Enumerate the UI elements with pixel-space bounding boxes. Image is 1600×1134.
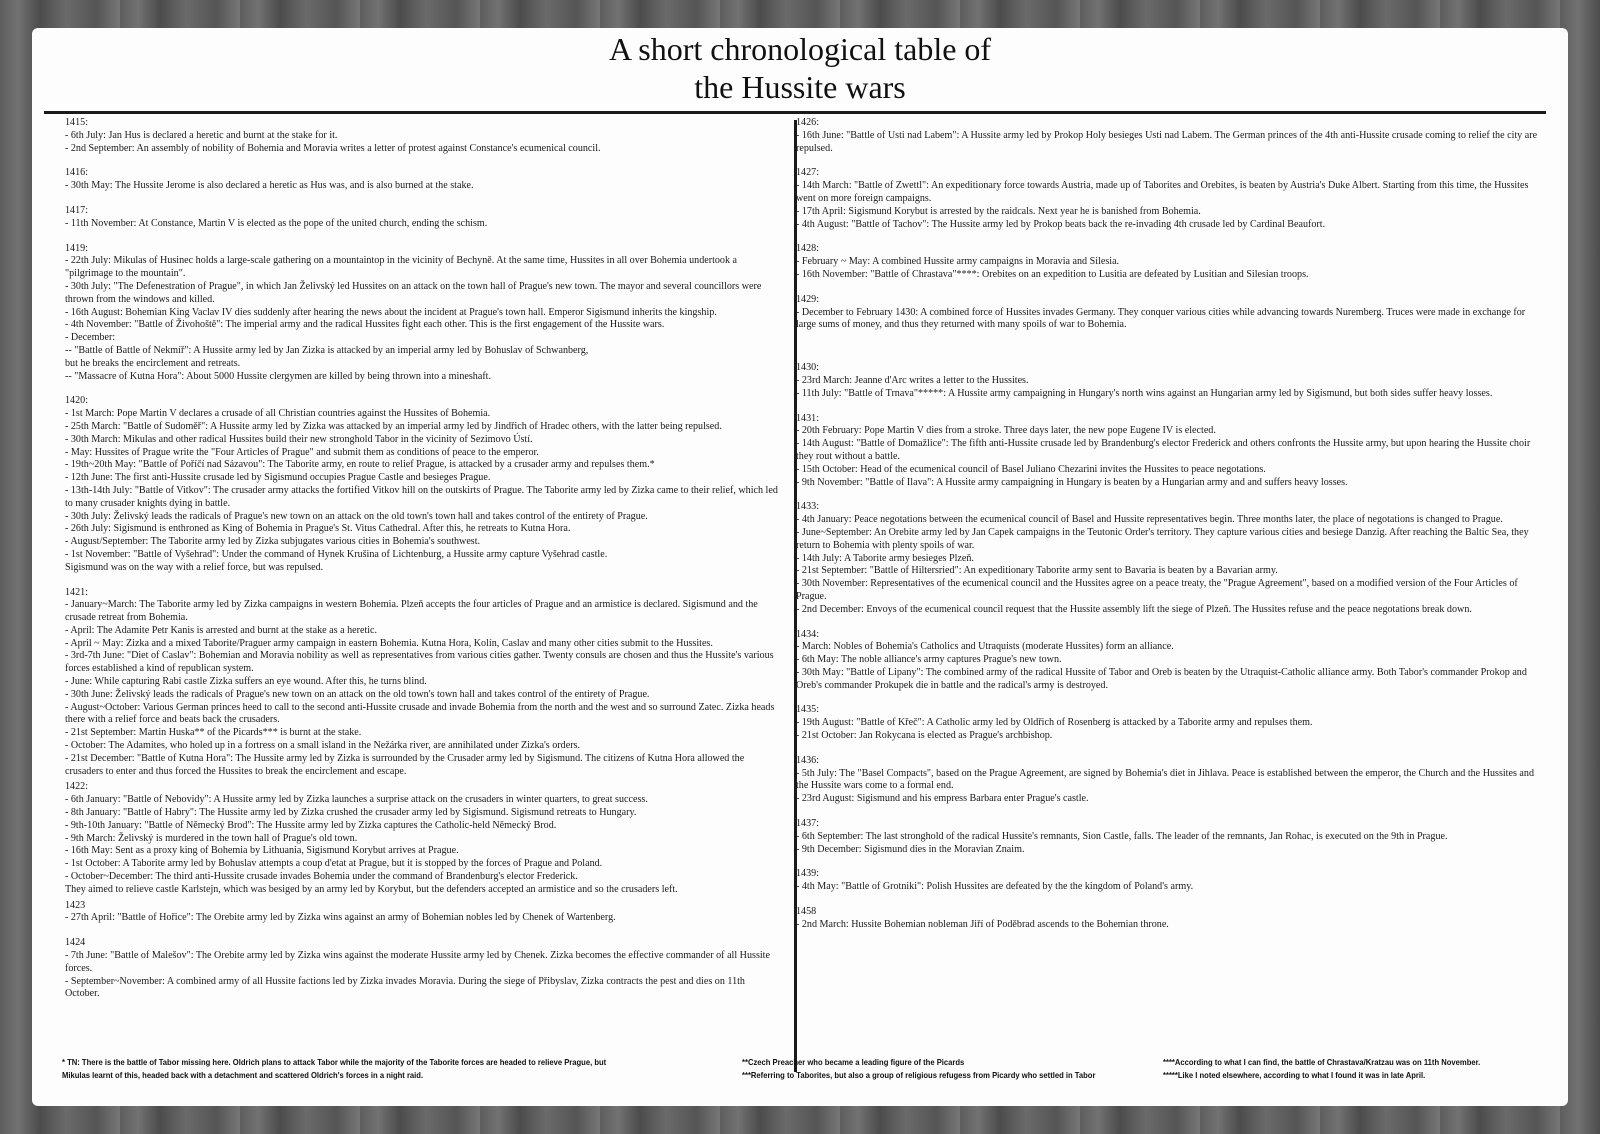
footnote-line: ****According to what I can find, the battle of Chrastava/Kratzau was on 11th November. (1163, 1057, 1481, 1067)
event-entry: - 9th-10th January: "Battle of Německý Brod": The Hussite army led by Zizka captures the Catholic-held Německý Brod. (65, 819, 557, 831)
event-entry: - 4th May: "Battle of Grotniki": Polish Hussites are defeated by the the kingdom of Poland's army. (796, 881, 1194, 893)
event-entry: - 16th June: "Battle of Usti nad Labem": A Hussite army led by Prokop Holy besieges Usti nad Labem. The German princes of the 4th anti-Hussite crusade coming to relief the city are repulsed. (796, 129, 1538, 154)
event-entry: - 5th July: The "Basel Compacts", based on the Prague Agreement, are signed by Bohemia's diet in Jihlava. Peace is established between the emperor, the Church and the Hussites and the Hussite wars come to a formal end. (796, 767, 1534, 792)
event-entry: -- "Massacre of Kutna Hora": About 5000 Hussite clergymen are killed by being thrown into a mineshaft. (65, 370, 492, 382)
year-section (65, 117, 781, 155)
event-entry: - 4th August: "Battle of Tachov": The Hussite army led by Prokop beats back the re-invading 4th crusade led by Cardinal Beaufort. (796, 218, 1326, 230)
year-section (65, 395, 781, 574)
section-spacer (796, 332, 1538, 362)
event-entry: They aimed to relieve castle Karlstejn, which was besiged by an army led by Korybut, but the defenders accepted an armistice and so the crusaders left. (65, 883, 678, 895)
year-section (65, 587, 781, 779)
year-heading: 1416: (65, 167, 88, 179)
event-entry: - June: While capturing Rabi castle Zizka suffers an eye wound. After this, he turns blind. (65, 676, 427, 688)
event-entry: - 1st March: Pope Martin V declares a crusade of all Christian countries against the Hussites of Bohemia. (65, 408, 491, 420)
section-spacer (796, 155, 1538, 167)
year-heading: 1434: (796, 628, 819, 640)
section-spacer (65, 575, 781, 587)
year-section (796, 167, 1538, 231)
event-entry: - 22th July: Mikulas of Husinec holds a large-scale gathering on a mountaintop in the vicinity of Bechyně. At the same time, Hussites in all over Bohemia undertook a "pilgrimage to the mountain". (65, 255, 738, 280)
event-entry: - 14th March: "Battle of Zwettl": An expeditionary force towards Austria, made up of Taborites and Orebites, is beaten by Austria's Duke Albert. Starting from this time, the Hussites went on more foreign campaigns. (796, 180, 1529, 204)
section-spacer (796, 282, 1538, 294)
year-heading: 1417: (65, 204, 88, 216)
event-entry: but he breaks the encirclement and retreats. (65, 357, 241, 369)
section-spacer (796, 806, 1538, 818)
section-spacer (796, 231, 1538, 243)
event-entry: - December to February 1430: A combined force of Hussites invades Germany. They conquer various cities while advancing towards Nuremberg. Truces were made in exchange for large sums of money, and thus they returned with many spoils of war to Bohemia. (796, 306, 1526, 331)
footnote-dates (1163, 1056, 1480, 1081)
event-entry: - 17th April: Sigismund Korybut is arrested by the raidcals. Next year he is banished from Bohemia. (796, 205, 1201, 217)
year-section (796, 294, 1538, 332)
year-heading: 1424 (65, 937, 86, 949)
year-section (65, 167, 781, 193)
event-entry: - October~December: The third anti-Hussite crusade invades Bohemia under the command of Brandenburg's elector Frederick. (65, 871, 578, 883)
event-entry: - 4th November: "Battle of Živohoště": The imperial army and the radical Hussites fight each other. This is the first engagement of the Hussite wars. (65, 319, 665, 331)
section-spacer (65, 383, 781, 395)
event-entry: - 16th November: "Battle of Chrastava"****: Orebites on an expedition to Lusitia are defeated by Lusitian and Silesian troops. (796, 268, 1309, 280)
event-entry: - 30th June: Želivský leads the radicals of Prague's new town on an attack on the old town's town hall and takes control of the entirety of Prague. (65, 688, 650, 700)
section-spacer (796, 856, 1538, 868)
event-entry: - 26th July: Sigismund is enthroned as King of Bohemia in Prague's St. Vitus Cathedral. After this, he retreats to Kutna Hora. (65, 523, 571, 535)
year-heading: 1426: (796, 117, 819, 128)
event-entry: - 11th November: At Constance, Martin V is elected as the pope of the united church, ending the schism. (65, 217, 488, 229)
event-entry: - April: The Adamite Petr Kanis is arrested and burnt at the stake as a heretic. (65, 624, 378, 636)
year-heading: 1423 (65, 899, 86, 911)
event-entry: - 16th August: Bohemian King Vaclav IV dies suddenly after hearing the news about the incident at Prague's town hall. Emperor Sigismund inherits the kingship. (65, 306, 717, 318)
event-entry: - 14th July: A Taborite army besieges Plzeň. (796, 552, 974, 564)
event-entry: - 6th July: Jan Hus is declared a heretic and burnt at the stake for it. (65, 129, 338, 141)
event-entry: - 2nd September: An assembly of nobility of Bohemia and Moravia writes a letter of protest against Constance's ecumenical council. (65, 142, 601, 154)
section-spacer (796, 489, 1538, 501)
event-entry: - 6th September: The last stronghold of the radical Hussite's remnants, Sion Castle, falls. The leader of the remnants, Jan Rohac, is executed on the 9th in Prague. (796, 830, 1448, 842)
year-section (796, 501, 1538, 616)
left-column (65, 117, 781, 1001)
year-section (65, 781, 781, 896)
event-entry: - 30th May: The Hussite Jerome is also declared a heretic as Hus was, and is also burned at the stake. (65, 180, 474, 192)
event-entry: Sigismund was on the way with a relief force, but was repulsed. (65, 561, 324, 573)
event-entry: - 14th August: "Battle of Domažlice": The fifth anti-Hussite crusade led by Brandenburg's elector Frederick and others confronts the Hussite army, but upon hearing the Hussite choir they rout without a battle. (796, 438, 1531, 462)
event-entry: - 23rd March: Jeanne d'Arc writes a letter to the Hussites. (796, 374, 1029, 386)
event-entry: - 21st September: "Battle of Hiltersried": An expeditionary Taborite army sent to Bavaria is beaten by a Bavarian army. (796, 565, 1278, 577)
year-heading: 1422: (65, 781, 88, 793)
footnote-line: **Czech Preacher who became a leading figure of the Picards (742, 1057, 965, 1067)
event-entry: - 19th~20th May: "Battle of Poříčí nad Sázavou": The Taborite army, en route to relief Prague, is attacked by a crusader army and repulses them.* (65, 459, 655, 471)
document-sheet (32, 28, 1568, 1106)
event-entry: - 2nd March: Hussite Bohemian nobleman Jiří of Poděbrad ascends to the Bohemian throne. (796, 918, 1169, 930)
event-entry: - 1st November: "Battle of Vyšehrad": Under the command of Hynek Krušina of Lichtenburg, a Hussite army capture Vyšehrad castle. (65, 548, 608, 560)
right-column (796, 117, 1538, 932)
year-heading: 1435: (796, 704, 819, 716)
year-heading: 1429: (796, 293, 819, 305)
event-entry: - 9th November: "Battle of Ilava": A Hussite army campaigning in Hungary is beaten by a Hungarian army and and suffers heavy losses. (796, 476, 1348, 488)
page-title (32, 30, 1568, 106)
event-entry: - 30th May: "Battle of Lipany": The combined army of the radical Hussite of Tabor and Oreb is beaten by the Utraquist-Catholic alliance army. Both Tabor's commander Prokop and Oreb's commander Prokupek die in battle and the radical's army is destroyed. (796, 666, 1527, 691)
event-entry: - 23rd August: Sigismund and his empress Barbara enter Prague's castle. (796, 793, 1089, 805)
footnote-line: ***Referring to Taborites, but also a group of religious refugess from Picardy who settled in Tabor (742, 1069, 1096, 1080)
event-entry: - April ~ May: Zizka and a mixed Taborite/Praguer army campaign in eastern Bohemia. Kutna Hora, Kolín, Caslav and many other cities submit to the Hussites. (65, 637, 713, 649)
year-heading: 1436: (796, 754, 819, 766)
section-spacer (796, 617, 1538, 629)
event-entry: - 30th November: Representatives of the ecumenical council and the Hussites agree on a peace treaty, the "Prague Agreement", based on a modified version of the Four Articles of Prague. (796, 578, 1518, 602)
year-section (796, 117, 1538, 155)
year-section (796, 704, 1538, 742)
event-entry: - 6th May: The noble alliance's army captures Prague's new town. (796, 654, 1062, 666)
event-entry: - 2nd December: Envoys of the ecumenical council request that the Hussite assembly lift the siege of Plzeň. The Hussites refuse and the peace negotations break down. (796, 603, 1472, 615)
event-entry: - September~November: A combined army of all Hussite factions led by Zizka invades Moravia. During the siege of Přibyslav, Zizka contracts the pest and dies on 11th October. (65, 975, 745, 1000)
year-section (796, 906, 1538, 932)
footnote-line: *****Like I noted elsewhere, according to what I found it was in late April. (1163, 1069, 1426, 1080)
event-entry: - 9th March: Želivský is murdered in the town hall of Prague's old town. (65, 832, 358, 844)
year-heading: 1431: (796, 412, 819, 424)
year-heading: 1415: (65, 117, 88, 128)
event-entry: - 20th February: Pope Martin V dies from a stroke. Three days later, the new pope Eugene IV is elected. (796, 425, 1216, 437)
event-entry: - June~September: An Orebite army led by Jan Capek campaigns in the Teutonic Order's territory. They capture various cities and besiege Danzig. After reaching the Baltic Sea, they return to Bohemia with plenty spoils of war. (796, 526, 1529, 551)
event-entry: - 30th March: Mikulas and other radical Hussites build their new stronghold Tabor in the vicinity of Sezimovo Ústí. (65, 433, 533, 445)
event-entry: - 21st September: Martin Huska** of the Picards*** is burnt at the stake. (65, 727, 362, 739)
year-section (796, 755, 1538, 806)
section-spacer (796, 894, 1538, 906)
footnote-line: Mikulas learnt of this, headed back with a detachment and scattered Oldrich's forces in a night raid. (62, 1069, 424, 1080)
event-entry: - February ~ May: A combined Hussite army campaigns in Moravia and Silesia. (796, 256, 1120, 268)
title-divider (44, 111, 1546, 114)
event-entry: - 16th May: Sent as a proxy king of Bohemia by Lithuania, Sigismund Korybut arrives at Prague. (65, 845, 459, 857)
year-heading: 1439: (796, 868, 819, 880)
year-section (796, 243, 1538, 281)
year-section (796, 413, 1538, 490)
event-entry: - 1st October: A Taborite army led by Bohuslav attempts a coup d'etat at Prague, but it is stopped by the forces of Prague and Poland. (65, 858, 603, 870)
year-heading: 1430: (796, 362, 819, 374)
year-section (65, 205, 781, 231)
year-heading: 1458 (796, 906, 817, 918)
event-entry: - 4th January: Peace negotations between the ecumenical council of Basel and Hussite representatives begin. Three months later, the place of negotations is changed to Prague. (796, 514, 1503, 526)
event-entry: - 13th-14th July: "Battle of Vitkov": The crusader army attacks the fortified Vitkov hill on the outskirts of Prague. The Taborite army led by Zizka came to their relief, which led to many crusader knights dying in battle. (65, 484, 778, 509)
event-entry: - 15th October: Head of the ecumenical council of Basel Juliano Chezarini invites the Hussites to peace negotations. (796, 463, 1266, 475)
section-spacer (65, 155, 781, 167)
event-entry: - 3rd-7th June: "Diet of Caslav": Bohemian and Moravia nobility as well as representatives from various cities gather. Twenty consuls are chosen and thus the Hussite's various forces established a kind of republican system. (65, 650, 774, 675)
title-line-1: A short chronological table of (608, 31, 992, 67)
event-entry: - 30th July: "The Defenestration of Prague", in which Jan Želivský led Hussites on an attack on the town hall of Prague's new town. The mayor and several councillors were thrown from the windows and killed. (65, 280, 762, 305)
event-entry: - 11th July: "Battle of Trnava"*****: A Hussite army campaigning in Hungary's north wins against an Hungarian army led by Sigismund, but both sides suffer heavy losses. (796, 387, 1493, 399)
event-entry: - January~March: The Taborite army led by Zizka campaigns in western Bohemia. Plzeň accepts the four articles of Prague and an armistice is declared. Sigismund and the crusade retreat from Bohemia. (65, 599, 758, 624)
section-spacer (796, 743, 1538, 755)
section-spacer (65, 925, 781, 937)
event-entry: - May: Hussites of Prague write the "Four Articles of Prague" and submit them as conditions of peace to the emperor. (65, 446, 539, 458)
year-heading: 1428: (796, 243, 819, 255)
year-section (796, 818, 1538, 856)
year-section (65, 937, 781, 1001)
event-entry: - August~October: Various German princes heed to call to the second anti-Hussite crusade and invade Bohemia from the north and the west and so surround Zatec. Zizka heads there with a relief force and beats back the crusaders. (65, 701, 775, 726)
event-entry: - 27th April: "Battle of Hořice": The Orebite army led by Zizka wins against an army of Bohemian nobles led by Chenek of Wartenberg. (65, 912, 616, 924)
event-entry: - 8th January: "Battle of Habry": The Hussite army led by Zizka crushed the crusader army led by Sigismund. Sigismund retreats to Hungary. (65, 807, 637, 819)
year-section (796, 868, 1538, 894)
section-spacer (796, 692, 1538, 704)
section-spacer (65, 231, 781, 243)
event-entry: - 7th June: "Battle of Malešov": The Orebite army led by Zizka wins against the moderate Hussite army led by Chenek. Zizka becomes the effective commander of all Hussite forces. (65, 950, 770, 974)
event-entry: - 12th June: The first anti-Hussite crusade led by Sigismund occupies Prague Castle and besieges Prague. (65, 472, 491, 484)
footnote-translator (62, 1056, 606, 1081)
year-heading: 1433: (796, 501, 819, 513)
event-entry: - 6th January: "Battle of Nebovidy": A Hussite army led by Zizka launches a surprise attack on the crusaders in winter quarters, to great success. (65, 794, 648, 806)
year-section (65, 900, 781, 926)
year-heading: 1420: (65, 395, 88, 407)
event-entry: - 21st October: Jan Rokycana is elected as Prague's archbishop. (796, 730, 1053, 742)
event-entry: - 25th March: "Battle of Sudoměř": A Hussite army led by Zizka was attacked by an imperial army led by Jindřich of Hradec others, with the latter being repulsed. (65, 420, 722, 432)
year-section (796, 362, 1538, 400)
event-entry: - August/September: The Taborite army led by Zizka subjugates various cities in Bohemia's southwest. (65, 536, 481, 548)
section-spacer (65, 193, 781, 205)
year-heading: 1437: (796, 818, 819, 830)
year-heading: 1421: (65, 586, 88, 598)
event-entry: - 19th August: "Battle of Křeč": A Catholic army led by Oldřich of Rosenberg is attacked by a Taborite army and repulses them. (796, 717, 1313, 729)
year-heading: 1419: (65, 242, 88, 254)
year-section (796, 629, 1538, 693)
event-entry: - 21st December: "Battle of Kutna Hora": The Hussite army led by Zizka is surrounded by the Crusader army led by Sigismund. The citizens of Kutna Hora allowed the crusaders to enter and thus forced the Hussites to break the encirclement and escape. (65, 752, 745, 777)
event-entry: - 30th July: Želivský leads the radicals of Prague's new town on an attack on the old town's town hall and takes control of the entirety of Prague. (65, 510, 648, 522)
section-spacer (796, 401, 1538, 413)
footnote-line: * TN: There is the battle of Tabor missing here. Oldrich plans to attack Tabor while the majority of the Taborite forces are headed to relieve Prague, but (62, 1057, 607, 1067)
year-heading: 1427: (796, 167, 819, 179)
year-section (65, 243, 781, 384)
event-entry: - October: The Adamites, who holed up in a fortress on a small island in the Nežárka river, are annihilated under Zizka's orders. (65, 740, 581, 752)
title-line-2: the Hussite wars (694, 69, 906, 105)
event-entry: -- "Battle of Battle of Nekmíř": A Hussite army led by Jan Zizka is attacked by an imperial army led by Bohuslav of Schwanberg, (65, 344, 589, 356)
event-entry: - March: Nobles of Bohemia's Catholics and Utraquists (moderate Hussites) form an alliance. (796, 641, 1174, 653)
footnote-picards (742, 1056, 1095, 1081)
event-entry: - December: (65, 332, 116, 344)
event-entry: - 9th December: Sigismund dies in the Moravian Znaim. (796, 843, 1025, 855)
